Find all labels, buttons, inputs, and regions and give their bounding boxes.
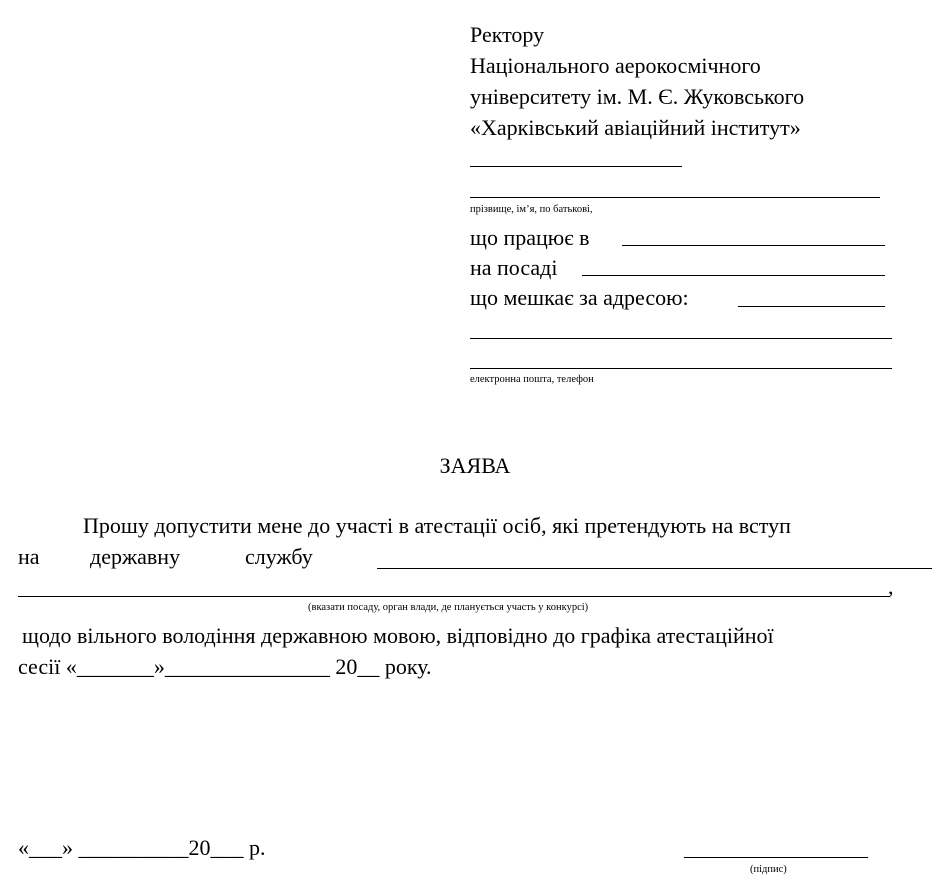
addressee-line-1: Ректору: [470, 22, 545, 47]
addressee-line-3: університету ім. М. Є. Жуковського: [470, 84, 805, 109]
position-org-blank-line: [18, 596, 890, 597]
position-org-hint: (вказати посаду, орган влади, де планується участь у конкурсі): [308, 602, 589, 613]
address-blank-line-2: [470, 338, 892, 339]
address-blank-line: [738, 306, 885, 307]
contact-blank-line: [470, 368, 892, 369]
blank-line-short: [470, 166, 682, 167]
addressee-line-2: Національного аерокосмічного: [470, 53, 761, 78]
body-line-4: сесії «_______»_______________ 20__ року.: [18, 654, 432, 679]
contact-hint: електронна пошта, телефон: [470, 374, 594, 385]
body-line-1: Прошу допустити мене до участі в атестації осіб, які претендують на вступ: [83, 513, 791, 538]
position-blank-line: [582, 275, 885, 276]
works-at-blank-line: [622, 245, 885, 246]
position-label: на посаді: [470, 255, 558, 280]
service-blank-line: [377, 568, 932, 569]
address-label: що мешкає за адресою:: [470, 285, 689, 310]
works-at-label: що працює в: [470, 225, 590, 250]
body-word-state: державну: [90, 544, 181, 569]
signature-blank-line: [684, 857, 868, 858]
name-blank-line: [470, 197, 880, 198]
name-hint: прізвище, ім’я, по батькові,: [470, 204, 593, 215]
signature-hint: (підпис): [750, 864, 787, 875]
body-word-na: на: [18, 544, 40, 569]
document-title: ЗАЯВА: [439, 453, 511, 478]
body-word-service: службу: [245, 544, 313, 569]
comma: ,: [888, 574, 894, 599]
addressee-line-4: «Харківський авіаційний інститут»: [470, 115, 801, 140]
date-field: «___» __________20___ р.: [18, 835, 266, 860]
body-line-3: щодо вільного володіння державною мовою, відповідно до графіка атестаційної: [22, 623, 774, 648]
